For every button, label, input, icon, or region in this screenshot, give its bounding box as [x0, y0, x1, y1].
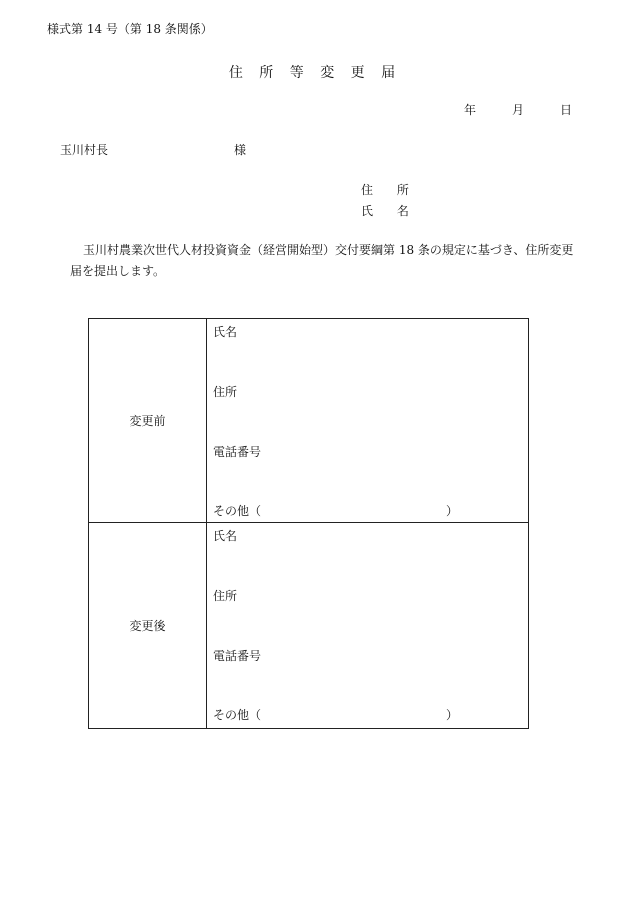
applicant-name-label: 氏 名 [361, 204, 419, 218]
page-title: 住 所 等 変 更 届 [228, 65, 402, 81]
before-other-close: ） [446, 504, 459, 518]
row-label-after: 変更後 [89, 523, 207, 728]
after-name-label: 氏名 [213, 529, 238, 543]
addressee-name: 玉川村長 [60, 143, 109, 157]
after-phone-label: 電話番号 [213, 649, 262, 663]
change-table [88, 318, 529, 729]
before-name-label: 氏名 [213, 325, 238, 339]
before-address-label: 住所 [213, 385, 238, 399]
after-address-label: 住所 [213, 589, 238, 603]
addressee-honorific: 様 [234, 143, 247, 157]
row-label-before: 変更前 [89, 319, 207, 522]
date-day-label: 日 [560, 103, 573, 117]
before-phone-label: 電話番号 [213, 445, 262, 459]
table-row-after [89, 523, 528, 728]
date-year-label: 年 [464, 103, 477, 117]
after-other-label: その他（ [213, 708, 262, 722]
table-row-before [89, 319, 528, 523]
body-paragraph: 玉川村農業次世代人材投資資金（経営開始型）交付要綱第 18 条の規定に基づき、住所変更届を提出します。 [70, 243, 574, 278]
date-month-label: 月 [512, 103, 525, 117]
before-other-label: その他（ [213, 504, 262, 518]
after-other-close: ） [446, 708, 459, 722]
applicant-address-label: 住 所 [361, 183, 419, 197]
form-number: 様式第 14 号（第 18 条関係） [47, 22, 213, 36]
